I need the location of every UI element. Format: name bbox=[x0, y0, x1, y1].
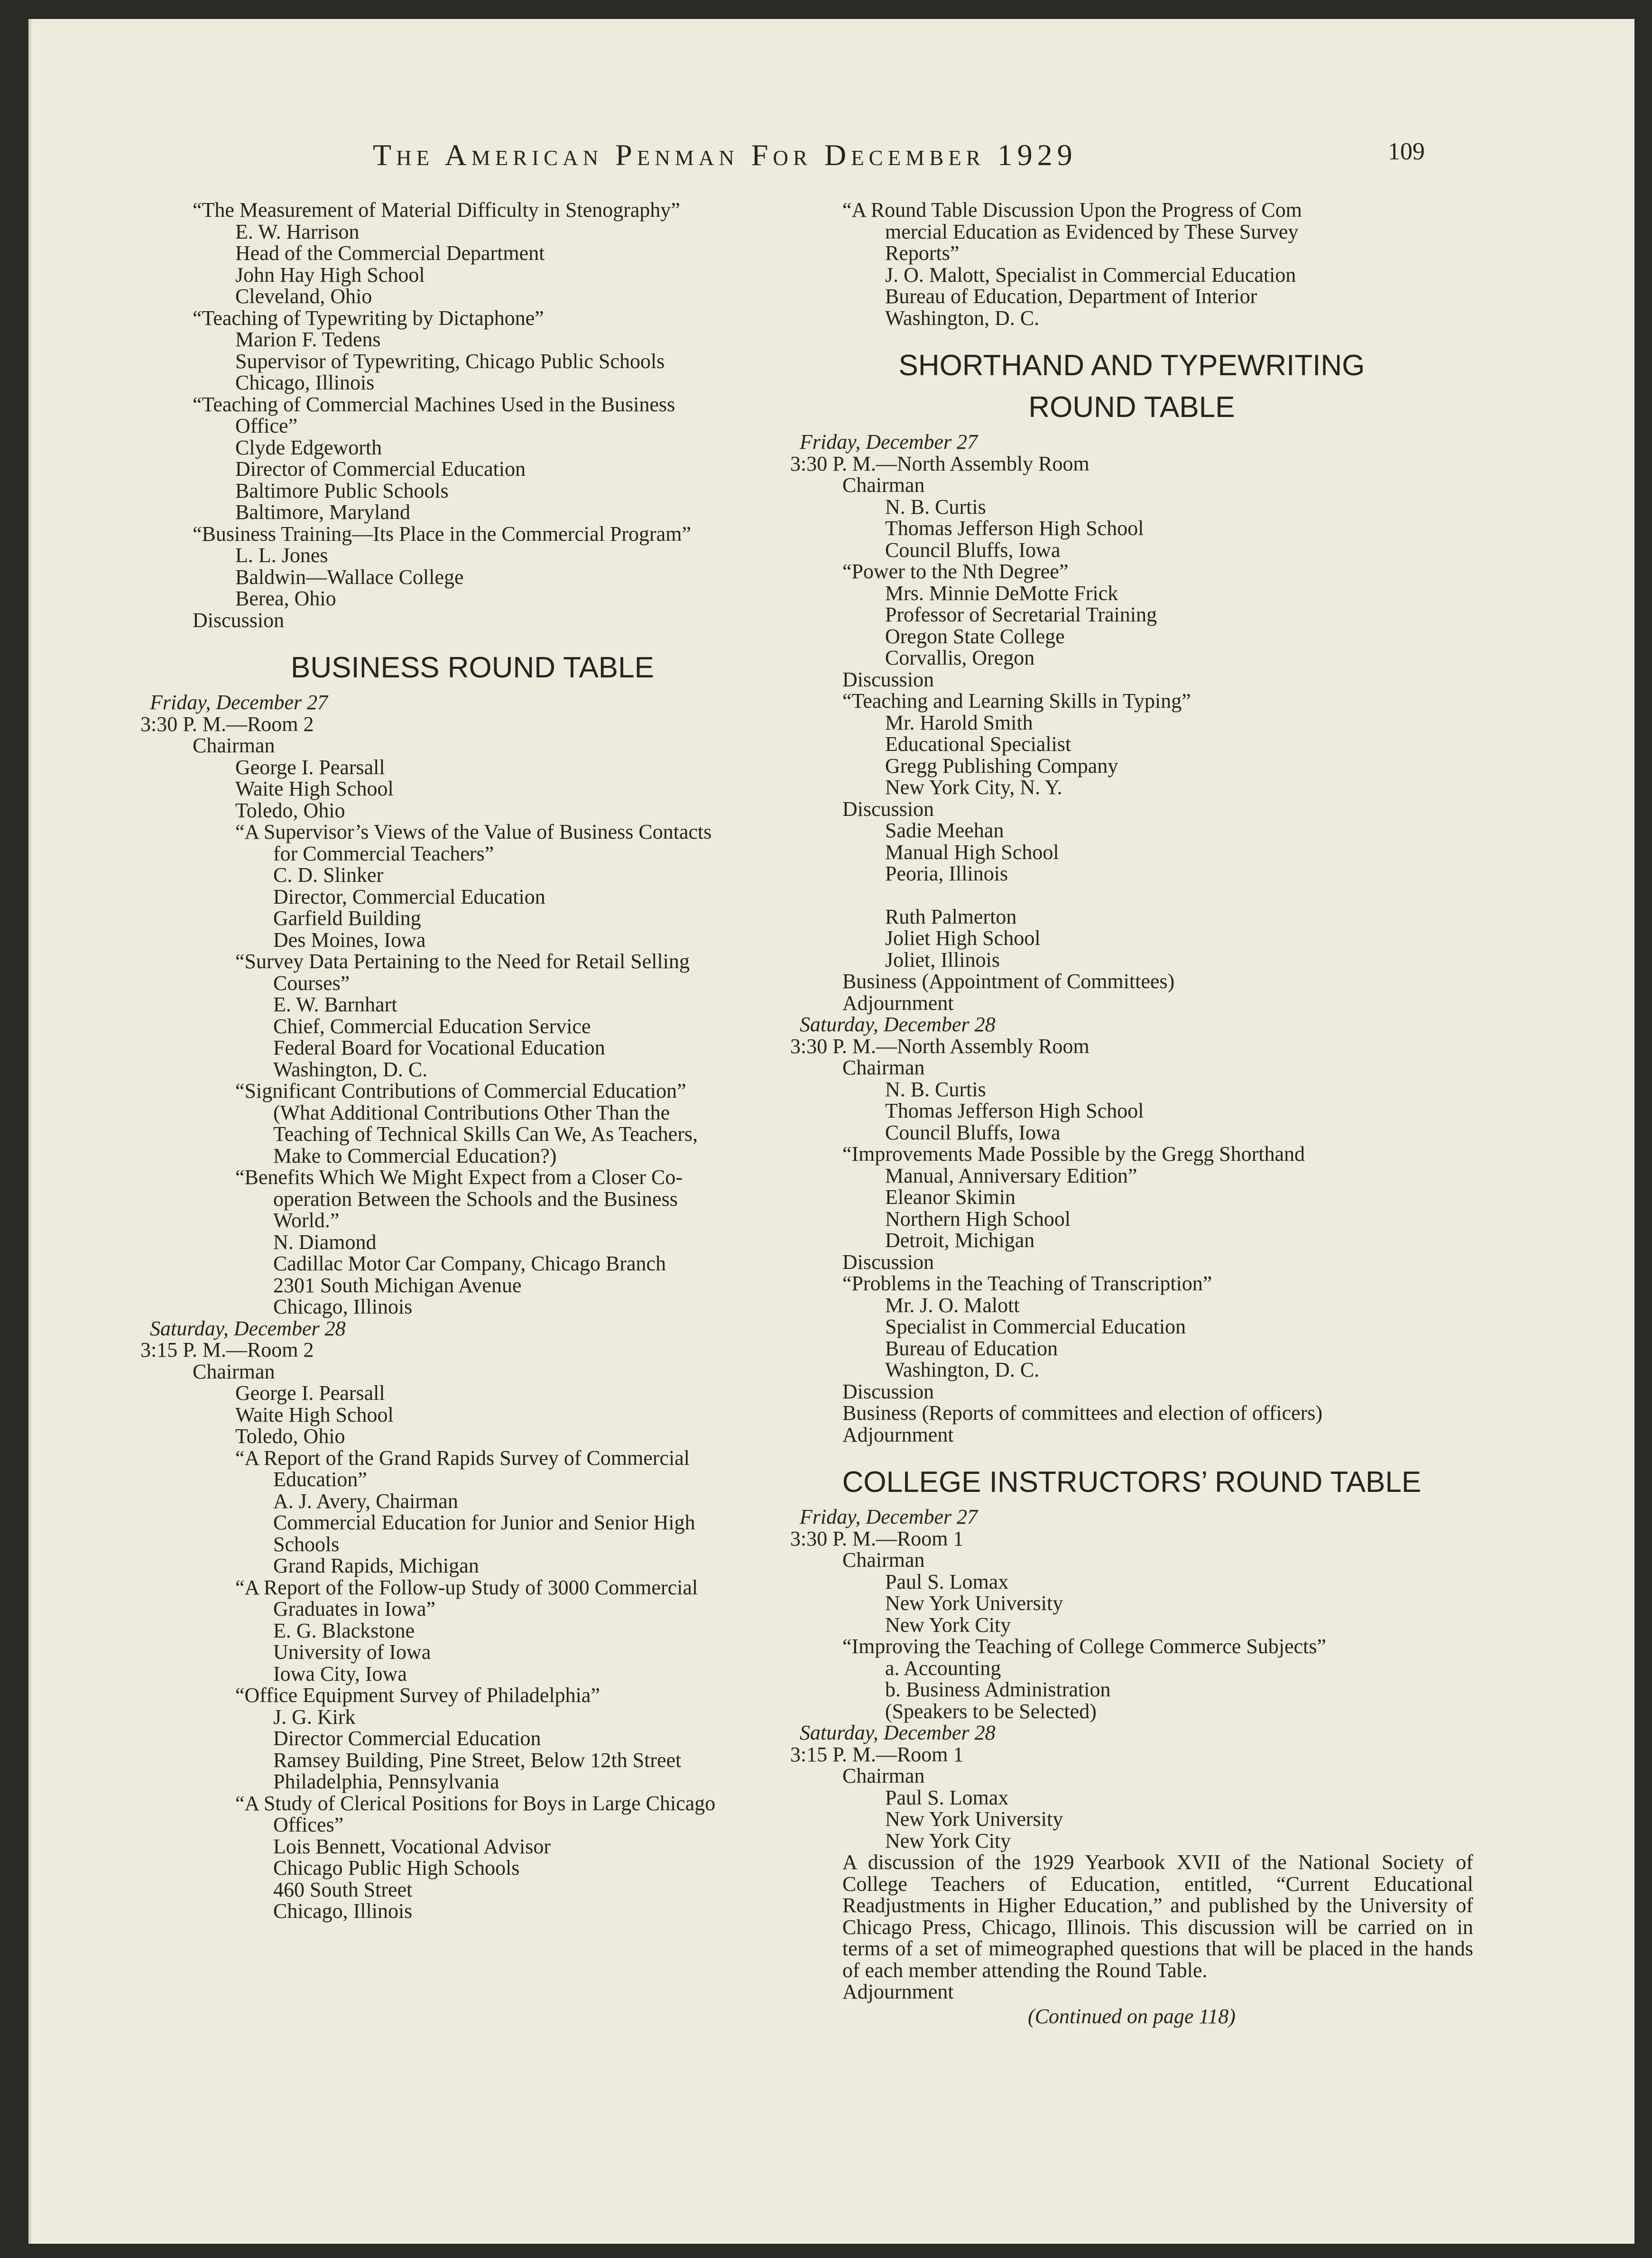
program-line: Waite High School bbox=[235, 1403, 394, 1426]
program-line: Waite High School bbox=[235, 777, 394, 800]
program-line: Chief, Commercial Education Service bbox=[273, 1014, 591, 1038]
program-line: Chicago, Illinois bbox=[273, 1295, 413, 1318]
program-line: Educational Specialist bbox=[885, 732, 1071, 756]
page-number: 109 bbox=[1388, 138, 1425, 165]
program-line: Teaching of Technical Skills Can We, As Teachers, bbox=[273, 1122, 698, 1146]
program-line: New York City, N. Y. bbox=[885, 776, 1062, 799]
program-line: C. D. Slinker bbox=[273, 863, 384, 887]
program-line: Mr. Harold Smith bbox=[885, 711, 1033, 734]
program-line: Mrs. Minnie DeMotte Frick bbox=[885, 581, 1118, 605]
program-line: 3:15 P. M.—Room 2 bbox=[140, 1338, 314, 1361]
program-line: E. W. Barnhart bbox=[273, 993, 397, 1016]
program-line: Baldwin—Wallace College bbox=[235, 565, 464, 589]
program-line: Chicago, Illinois bbox=[273, 1899, 413, 1923]
program-line: Paul S. Lomax bbox=[885, 1570, 1009, 1593]
program-line: John Hay High School bbox=[235, 263, 425, 287]
program-line: Detroit, Michigan bbox=[885, 1229, 1035, 1252]
program-line: b. Business Administration bbox=[885, 1678, 1111, 1701]
program-line: Director Commercial Education bbox=[273, 1727, 541, 1750]
program-line: Joliet High School bbox=[885, 926, 1041, 950]
program-line: Lois Bennett, Vocational Advisor bbox=[273, 1834, 551, 1858]
session-day: Friday, December 27 bbox=[800, 1505, 978, 1528]
program-line: Education” bbox=[273, 1468, 367, 1491]
program-line: World.” bbox=[273, 1209, 340, 1232]
program-line: Paul S. Lomax bbox=[885, 1786, 1009, 1809]
program-line: Commercial Education for Junior and Senior High bbox=[273, 1511, 695, 1534]
program-line: “Business Training—Its Place in the Commercial Program” bbox=[193, 522, 691, 546]
program-line: Offices” bbox=[273, 1813, 344, 1836]
program-line: Marion F. Tedens bbox=[235, 328, 381, 351]
program-line: A. J. Avery, Chairman bbox=[273, 1489, 458, 1513]
program-line: “A Round Table Discussion Upon the Progress of Com bbox=[842, 198, 1302, 222]
section-title: BUSINESS ROUND TABLE bbox=[290, 651, 654, 684]
program-line: L. L. Jones bbox=[235, 544, 328, 567]
running-head: The American Penman For December 1929 bbox=[373, 138, 1077, 172]
program-line: Cadillac Motor Car Company, Chicago Branch bbox=[273, 1252, 666, 1275]
program-line: (Speakers to be Selected) bbox=[885, 1699, 1097, 1723]
program-line: Manual, Anniversary Edition” bbox=[885, 1164, 1137, 1187]
program-line: University of Iowa bbox=[273, 1640, 431, 1664]
program-line: New York City bbox=[885, 1829, 1011, 1852]
program-line: “Improving the Teaching of College Commerce Subjects” bbox=[842, 1635, 1327, 1658]
program-line: Eleanor Skimin bbox=[885, 1185, 1015, 1209]
program-line: (What Additional Contributions Other Than the bbox=[273, 1101, 670, 1124]
program-line: Chairman bbox=[842, 473, 925, 497]
program-line: George I. Pearsall bbox=[235, 1381, 385, 1405]
program-line: Ramsey Building, Pine Street, Below 12th Street bbox=[273, 1748, 682, 1772]
session-day: Saturday, December 28 bbox=[150, 1316, 346, 1340]
program-line: Iowa City, Iowa bbox=[273, 1662, 407, 1685]
program-line: E. W. Harrison bbox=[235, 220, 360, 243]
magazine-page bbox=[28, 19, 1634, 2244]
program-line: Adjournment bbox=[842, 1980, 954, 2003]
session-day: Friday, December 27 bbox=[150, 691, 328, 714]
program-line: Northern High School bbox=[885, 1207, 1071, 1231]
right-column bbox=[790, 199, 1473, 2027]
program-line: Council Bluffs, Iowa bbox=[885, 1120, 1061, 1144]
program-line: Corvallis, Oregon bbox=[885, 646, 1035, 669]
program-line: Washington, D. C. bbox=[885, 306, 1040, 330]
program-line: mercial Education as Evidenced by These Survey bbox=[885, 220, 1299, 243]
session-day: Saturday, December 28 bbox=[800, 1013, 996, 1036]
program-line: New York University bbox=[885, 1807, 1063, 1831]
program-line: “Teaching of Commercial Machines Used in the Business bbox=[193, 392, 675, 416]
program-line: J. O. Malott, Specialist in Commercial Education bbox=[885, 263, 1296, 287]
program-line: 3:30 P. M.—North Assembly Room bbox=[790, 1034, 1089, 1058]
program-line: Office” bbox=[235, 414, 298, 437]
program-line: Adjournment bbox=[842, 991, 954, 1015]
program-line: Make to Commercial Education?) bbox=[273, 1144, 557, 1167]
program-line: Clyde Edgeworth bbox=[235, 435, 382, 459]
program-line: “Survey Data Pertaining to the Need for Retail Selling bbox=[235, 950, 690, 973]
program-line: Peoria, Illinois bbox=[885, 862, 1008, 885]
program-line: 3:15 P. M.—Room 1 bbox=[790, 1742, 964, 1766]
program-line: “A Supervisor’s Views of the Value of Business Contacts bbox=[235, 820, 712, 843]
program-line: New York University bbox=[885, 1592, 1063, 1615]
program-line: 3:30 P. M.—Room 1 bbox=[790, 1527, 964, 1550]
program-line: Baltimore Public Schools bbox=[235, 479, 449, 502]
program-line: Washington, D. C. bbox=[273, 1057, 428, 1081]
program-line: Specialist in Commercial Education bbox=[885, 1315, 1186, 1338]
program-line: Discussion bbox=[842, 1379, 934, 1403]
program-line: Reports” bbox=[885, 241, 960, 265]
program-line: 460 South Street bbox=[273, 1878, 413, 1901]
program-line: Des Moines, Iowa bbox=[273, 928, 426, 952]
program-line: Schools bbox=[273, 1532, 340, 1556]
program-line: Chicago Public High Schools bbox=[273, 1856, 520, 1879]
program-line: Manual High School bbox=[885, 840, 1059, 864]
program-line: Joliet, Illinois bbox=[885, 948, 1000, 972]
program-line: New York City bbox=[885, 1613, 1011, 1637]
program-line: Cleveland, Ohio bbox=[235, 285, 372, 308]
program-line: “Teaching and Learning Skills in Typing” bbox=[842, 689, 1191, 713]
program-line: “The Measurement of Material Difficulty in Stenography” bbox=[193, 198, 680, 222]
session-day: Saturday, December 28 bbox=[800, 1721, 996, 1744]
program-line: Gregg Publishing Company bbox=[885, 754, 1118, 777]
program-line: “Power to the Nth Degree” bbox=[842, 560, 1069, 583]
program-line: 3:30 P. M.—Room 2 bbox=[140, 712, 314, 736]
program-line: Berea, Ohio bbox=[235, 587, 336, 610]
program-line: Chairman bbox=[193, 1360, 275, 1383]
description-paragraph: A discussion of the 1929 Yearbook XVII of the National Society of College Teachers of Education, entitled, “Current Educational Readjustments in Higher Education,” and published by the University of Chicago Press, Chicago, Illinois. This discussion will be carried on in terms of a set of mimeographed questions that will be placed in the hands of each member attending the Round Table. bbox=[842, 1851, 1473, 1982]
program-line: Federal Board for Vocational Education bbox=[273, 1036, 605, 1059]
program-line: “A Report of the Grand Rapids Survey of Commercial bbox=[235, 1446, 690, 1470]
program-line: Discussion bbox=[842, 797, 934, 821]
program-line: “Improvements Made Possible by the Gregg Shorthand bbox=[842, 1142, 1305, 1166]
section-title: SHORTHAND AND TYPEWRITING bbox=[898, 349, 1365, 382]
program-line: “Significant Contributions of Commercial Education” bbox=[235, 1079, 686, 1102]
program-line: Thomas Jefferson High School bbox=[885, 1099, 1144, 1122]
program-line: George I. Pearsall bbox=[235, 755, 385, 779]
program-line: Thomas Jefferson High School bbox=[885, 517, 1144, 540]
left-column bbox=[140, 199, 804, 1922]
program-line: Mr. J. O. Malott bbox=[885, 1293, 1020, 1317]
program-line: Chairman bbox=[842, 1056, 925, 1079]
program-line: E. G. Blackstone bbox=[273, 1619, 415, 1642]
program-line: Washington, D. C. bbox=[885, 1358, 1040, 1381]
program-line: N. Diamond bbox=[273, 1230, 377, 1254]
program-line: J. G. Kirk bbox=[273, 1705, 356, 1729]
program-line: Sadie Meehan bbox=[885, 819, 1004, 842]
program-line: Toledo, Ohio bbox=[235, 1425, 345, 1448]
program-line: Chicago, Illinois bbox=[235, 371, 375, 394]
program-line: “A Report of the Follow-up Study of 3000 Commercial bbox=[235, 1575, 698, 1599]
program-line: Discussion bbox=[842, 1250, 934, 1274]
program-line: Business (Appointment of Committees) bbox=[842, 970, 1175, 993]
program-line: N. B. Curtis bbox=[885, 495, 986, 518]
program-line: “A Study of Clerical Positions for Boys in Large Chicago bbox=[235, 1791, 716, 1815]
program-line: Oregon State College bbox=[885, 624, 1065, 648]
program-line: “Benefits Which We Might Expect from a Closer Co- bbox=[235, 1166, 683, 1189]
program-line: Courses” bbox=[273, 971, 350, 995]
program-line: Director, Commercial Education bbox=[273, 885, 545, 908]
continued-note: (Continued on page 118) bbox=[1028, 2004, 1236, 2028]
program-line: Philadelphia, Pennsylvania bbox=[273, 1770, 499, 1793]
program-line: Garfield Building bbox=[273, 907, 421, 930]
program-line: Graduates in Iowa” bbox=[273, 1597, 436, 1620]
program-line: Chairman bbox=[842, 1548, 925, 1572]
program-line: Business (Reports of committees and election of officers) bbox=[842, 1401, 1323, 1425]
session-day: Friday, December 27 bbox=[800, 430, 978, 453]
program-line: Bureau of Education bbox=[885, 1336, 1058, 1360]
program-line: operation Between the Schools and the Business bbox=[273, 1187, 678, 1211]
program-line: Adjournment bbox=[842, 1423, 954, 1446]
program-line: Baltimore, Maryland bbox=[235, 500, 411, 524]
program-line: Grand Rapids, Michigan bbox=[273, 1554, 479, 1577]
section-title: ROUND TABLE bbox=[1028, 391, 1235, 424]
section-title: COLLEGE INSTRUCTORS’ ROUND TABLE bbox=[842, 1466, 1421, 1499]
program-line: 2301 South Michigan Avenue bbox=[273, 1273, 522, 1297]
program-line: for Commercial Teachers” bbox=[273, 842, 494, 865]
program-line: Director of Commercial Education bbox=[235, 457, 526, 481]
program-line: Head of the Commercial Department bbox=[235, 241, 545, 265]
program-line: Discussion bbox=[193, 608, 285, 632]
program-line: Professor of Secretarial Training bbox=[885, 603, 1157, 626]
program-line: Ruth Palmerton bbox=[885, 905, 1017, 928]
program-line: 3:30 P. M.—North Assembly Room bbox=[790, 452, 1089, 475]
program-line: N. B. Curtis bbox=[885, 1077, 986, 1101]
program-line: Discussion bbox=[842, 667, 934, 691]
program-line: Supervisor of Typewriting, Chicago Public Schools bbox=[235, 349, 665, 373]
program-line: Chairman bbox=[842, 1764, 925, 1787]
program-line: Council Bluffs, Iowa bbox=[885, 538, 1061, 562]
program-line: “Office Equipment Survey of Philadelphia” bbox=[235, 1684, 600, 1707]
program-line: a. Accounting bbox=[885, 1656, 1001, 1680]
page-header bbox=[31, 128, 1634, 176]
program-line: “Problems in the Teaching of Transcription” bbox=[842, 1272, 1212, 1295]
program-line: Chairman bbox=[193, 734, 275, 757]
program-line: Bureau of Education, Department of Interior bbox=[885, 285, 1257, 308]
spacer bbox=[790, 885, 1473, 906]
program-line: Toledo, Ohio bbox=[235, 798, 345, 822]
program-line: “Teaching of Typewriting by Dictaphone” bbox=[193, 306, 544, 330]
